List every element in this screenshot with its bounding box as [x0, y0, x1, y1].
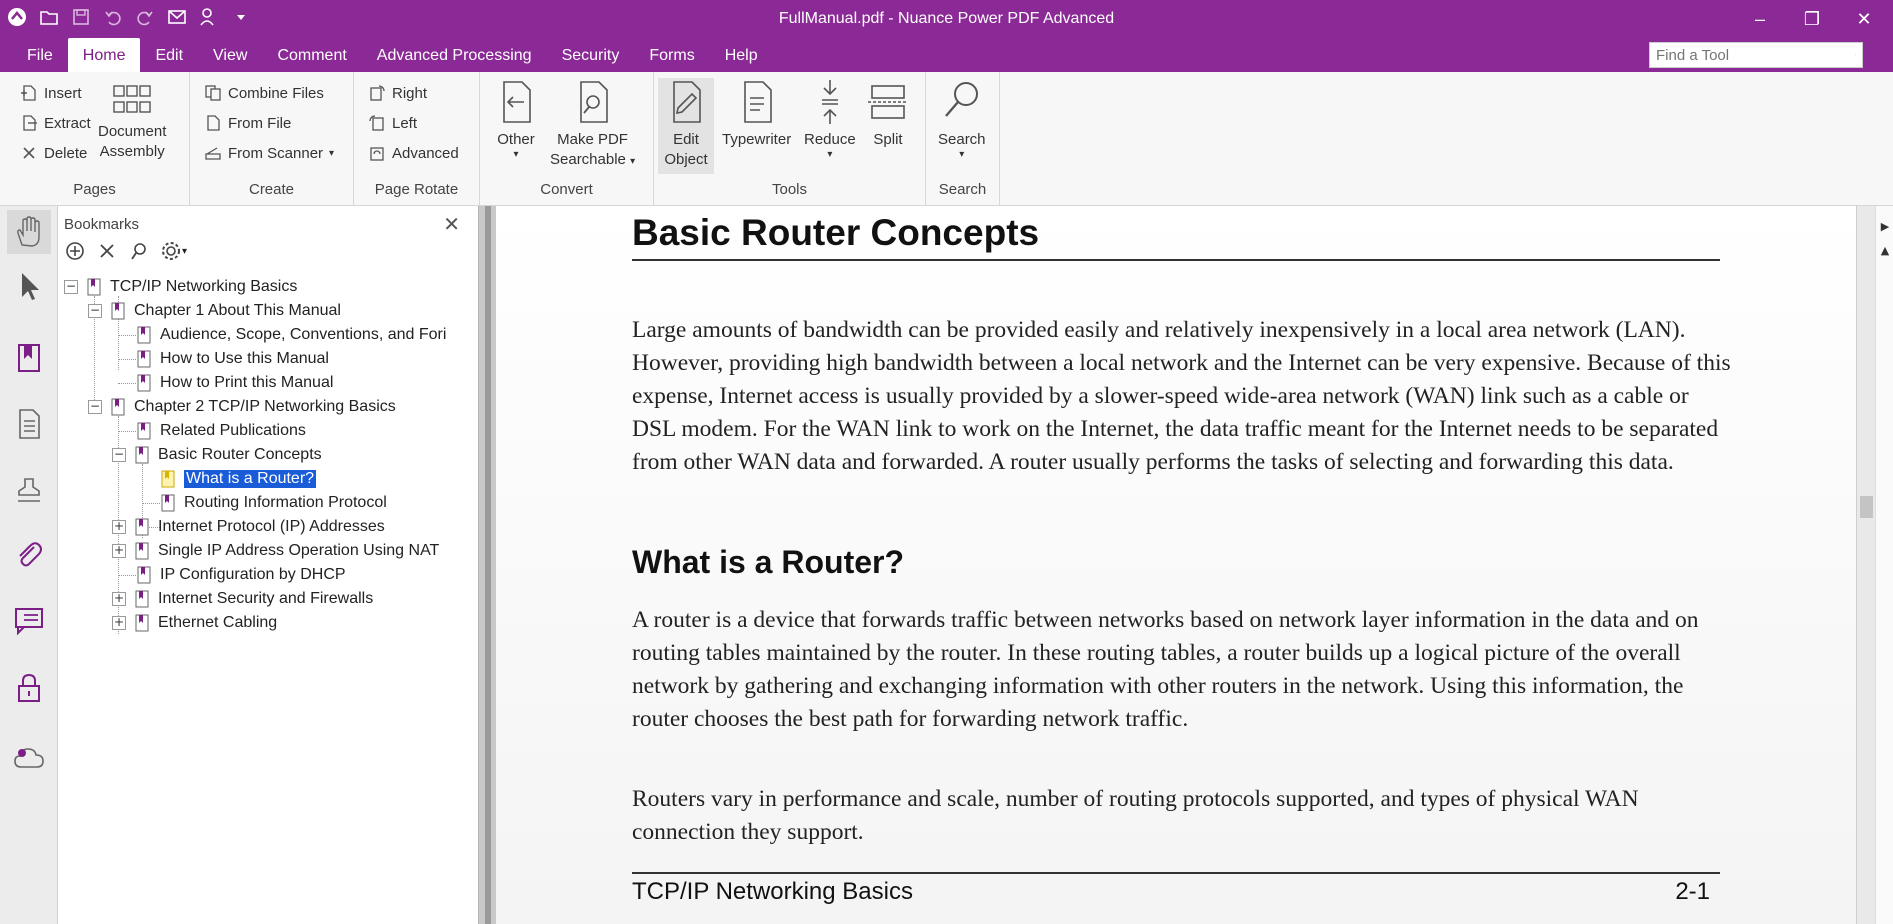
make-pdf-searchable-button[interactable] — [550, 78, 635, 172]
tab-home[interactable]: Home — [68, 38, 141, 72]
chevron-down-icon: ▾ — [959, 149, 965, 160]
vertical-scrollbar[interactable] — [1856, 206, 1875, 924]
extract-page-icon — [20, 114, 38, 132]
gear-icon[interactable] — [160, 240, 182, 262]
create-group-label: Create — [248, 181, 295, 198]
security-panel-icon[interactable] — [7, 666, 51, 710]
combine-files-label: Combine Files — [228, 84, 324, 102]
split-icon — [866, 78, 910, 126]
tab-view[interactable]: View — [213, 47, 248, 64]
bookmark-item[interactable]: − Chapter 1 About This Manual — [89, 302, 341, 319]
pages-panel-icon[interactable] — [7, 402, 51, 446]
pdf-page — [496, 206, 1856, 924]
tab-edit[interactable]: Edit — [155, 47, 184, 64]
collapse-icon[interactable]: − — [113, 447, 125, 461]
chevron-down-icon: ▾ — [329, 147, 335, 159]
section-heading: Basic Router Concepts — [632, 212, 1040, 253]
bookmark-item[interactable]: Routing Information Protocol — [160, 490, 387, 516]
add-bookmark-icon[interactable] — [64, 240, 86, 262]
make-pdf-label-1: Make PDF — [557, 131, 628, 148]
combine-files-button[interactable] — [204, 80, 324, 106]
combine-files-icon — [204, 84, 222, 102]
chevron-down-icon: ▾ — [827, 149, 833, 160]
ribbon-group-tools — [654, 72, 926, 206]
insert-page-icon — [20, 84, 38, 102]
ribbon-group-pages — [0, 72, 190, 206]
bookmarks-header: Bookmarks — [64, 216, 140, 233]
bookmark-icon — [160, 494, 176, 512]
document-assembly-button[interactable] — [98, 78, 166, 162]
rotate-advanced-label: Advanced — [392, 144, 459, 162]
chevron-down-icon: ▾ — [513, 149, 519, 160]
body-paragraph: Routers vary in performance and scale, number of routing protocols supported, and types of physical WAN connection they support. — [632, 786, 1639, 845]
scrollbar-thumb[interactable] — [1860, 496, 1873, 518]
rotate-advanced-button[interactable] — [368, 140, 459, 166]
from-scanner-button[interactable] — [204, 140, 334, 166]
bookmark-icon — [136, 374, 152, 392]
other-label: Other — [497, 131, 535, 148]
expand-icon[interactable]: + — [113, 519, 125, 533]
edit-object-button[interactable] — [658, 78, 714, 174]
bookmark-icon — [134, 590, 150, 608]
make-pdf-label-2: Searchable ▾ — [550, 151, 636, 168]
document-assembly-icon — [110, 78, 154, 126]
bookmark-item-selected[interactable]: What is a Router? — [160, 466, 316, 492]
bookmark-icon — [134, 518, 150, 536]
split-button[interactable] — [866, 78, 910, 150]
subsection-heading: What is a Router? — [632, 544, 905, 580]
bookmark-item[interactable]: − TCP/IP Networking Basics — [65, 278, 298, 295]
bookmark-item[interactable]: How to Use this Manual — [136, 346, 329, 372]
comments-list-icon[interactable] — [7, 598, 51, 642]
rotate-right-icon — [368, 84, 386, 102]
bookmark-item[interactable]: How to Print this Manual — [136, 370, 333, 396]
rotate-left-icon — [368, 114, 386, 132]
panel-splitter[interactable] — [478, 206, 496, 924]
restore-button[interactable]: ❐ — [1803, 8, 1821, 29]
bookmark-item[interactable]: + Internet Protocol (IP) Addresses — [113, 518, 385, 535]
collapse-icon[interactable]: − — [65, 279, 77, 293]
document-assembly-label-1: Document — [98, 123, 167, 140]
reduce-button[interactable] — [804, 78, 856, 160]
tab-advanced-processing[interactable]: Advanced Processing — [376, 47, 532, 64]
body-paragraph: A router is a device that forwards traffic between networks based on network layer information in the data and on routing tables maintained by the router. In these routing tables, a router builds up a logical picture of the overall network by gathering and exchanging information with other routers in the network. Using this information, the router chooses the best path for forwarding network traffic. — [632, 607, 1699, 732]
window-title: FullManual.pdf - Nuance Power PDF Advanced — [778, 10, 1115, 27]
page-footer-title: TCP/IP Networking Basics — [632, 878, 913, 905]
title-bar — [0, 0, 1893, 38]
reduce-icon — [808, 78, 852, 126]
delete-label: Delete — [44, 144, 88, 162]
reduce-label: Reduce — [804, 131, 856, 148]
bookmarks-panel-icon[interactable] — [7, 336, 51, 380]
bookmark-icon — [134, 446, 150, 464]
close-panel-icon[interactable]: ✕ — [443, 214, 460, 236]
delete-button[interactable] — [20, 140, 87, 166]
find-tool-input[interactable] — [1656, 47, 1855, 64]
expand-icon[interactable]: + — [113, 615, 125, 629]
tab-file[interactable]: File — [27, 47, 53, 64]
right-side-bar — [1875, 206, 1893, 924]
bookmark-item[interactable]: + Single IP Address Operation Using NAT — [113, 542, 440, 559]
insert-label: Insert — [44, 84, 82, 102]
rotate-right-button[interactable] — [368, 80, 427, 106]
tab-comment[interactable]: Comment — [277, 47, 347, 64]
body-paragraph: Large amounts of bandwidth can be provided easily and relatively inexpensively in a local area network (LAN). However, providing high bandwidth between a local network and the Internet can be very expensive. Because of this expense, Internet access is usually provided by a slower-speed wide-area network (WAN) link such as a cable or DSL modem. For the WAN link to work on the Internet, the data traffic meant for the Internet needs to be separated from other WAN data and forwarded. A router usually performs the tasks of selecting and forwarding this data. — [632, 317, 1731, 475]
scanner-icon — [204, 144, 222, 162]
delete-icon — [20, 144, 38, 162]
expand-right-panel-icon[interactable]: ▶ — [1880, 220, 1890, 233]
file-icon — [204, 114, 222, 132]
search-icon — [940, 78, 984, 126]
search-label: Search — [938, 131, 986, 148]
page-number: 2-1 — [1675, 878, 1710, 905]
find-bookmark-icon[interactable] — [128, 240, 150, 262]
bookmark-item[interactable]: Audience, Scope, Conventions, and Fori — [136, 322, 446, 348]
scroll-up-icon[interactable]: ▲ — [1880, 244, 1890, 257]
collapse-icon[interactable]: − — [89, 399, 101, 413]
bookmark-icon — [86, 278, 102, 296]
typewriter-label: Typewriter — [722, 131, 792, 148]
edit-object-label-1: Edit — [673, 131, 699, 148]
bookmarks-toolbar — [64, 240, 187, 262]
bookmarks-panel — [58, 206, 478, 924]
extract-label: Extract — [44, 114, 91, 132]
bookmark-icon — [110, 302, 126, 320]
footer-rule — [632, 872, 1720, 874]
extract-button[interactable] — [20, 110, 91, 136]
select-tool-icon[interactable] — [7, 264, 51, 308]
ribbon-group-search — [926, 72, 1000, 206]
rotate-left-button[interactable] — [368, 110, 417, 136]
bookmark-icon — [110, 398, 126, 416]
document-view[interactable] — [496, 206, 1856, 924]
from-scanner-label: From Scanner — [228, 144, 324, 162]
attachments-panel-icon[interactable] — [7, 532, 51, 576]
stamp-panel-icon[interactable] — [7, 468, 51, 512]
minimize-button[interactable]: – — [1754, 8, 1765, 29]
bookmark-item[interactable]: − Chapter 2 TCP/IP Networking Basics — [89, 398, 396, 415]
insert-button[interactable] — [20, 80, 82, 106]
search-icon[interactable] — [1855, 46, 1856, 64]
bookmark-icon — [134, 542, 150, 560]
close-button[interactable]: ✕ — [1856, 8, 1872, 29]
bookmark-item[interactable]: IP Configuration by DHCP — [136, 562, 346, 588]
tab-security[interactable]: Security — [561, 47, 620, 64]
from-file-label: From File — [228, 114, 292, 132]
other-button[interactable] — [494, 78, 538, 160]
search-button[interactable] — [938, 78, 986, 160]
left-tool-rail — [0, 206, 58, 924]
bookmark-icon — [134, 614, 150, 632]
make-searchable-icon — [571, 78, 615, 126]
ribbon-group-create — [190, 72, 354, 206]
menu-bar — [0, 38, 1893, 72]
edit-object-icon — [664, 78, 708, 126]
collapse-icon[interactable]: − — [89, 303, 101, 317]
delete-bookmark-icon[interactable] — [96, 240, 118, 262]
bookmark-icon — [136, 326, 152, 344]
bookmark-icon — [136, 350, 152, 368]
rotate-advanced-icon — [368, 144, 386, 162]
expand-icon[interactable]: + — [113, 591, 125, 605]
bookmark-icon — [160, 470, 176, 488]
rotate-right-label: Right — [392, 84, 428, 102]
bookmark-item[interactable]: Related Publications — [136, 418, 306, 444]
chevron-down-icon[interactable]: ▾ — [182, 245, 188, 257]
find-tool-box — [1649, 42, 1863, 68]
tab-help[interactable]: Help — [724, 47, 758, 64]
cloud-panel-icon[interactable] — [7, 736, 51, 780]
typewriter-button[interactable] — [722, 78, 791, 150]
bookmark-icon — [136, 422, 152, 440]
typewriter-icon — [735, 78, 779, 126]
document-assembly-label-2: Assembly — [99, 143, 165, 160]
convert-group-label: Convert — [540, 181, 593, 198]
bookmark-item[interactable]: − Basic Router Concepts — [113, 446, 322, 463]
edit-object-label-2: Object — [664, 151, 708, 168]
bookmark-item[interactable]: + Ethernet Cabling — [113, 614, 278, 631]
heading-rule — [632, 259, 1720, 261]
page-rotate-group-label: Page Rotate — [374, 181, 459, 198]
pages-group-label: Pages — [73, 181, 116, 198]
split-label: Split — [873, 131, 903, 148]
hand-tool-icon[interactable] — [7, 210, 51, 254]
bookmark-item[interactable]: + Internet Security and Firewalls — [113, 590, 374, 607]
ribbon-group-page-rotate — [354, 72, 480, 206]
search-group-label: Search — [938, 181, 987, 198]
tools-group-label: Tools — [771, 181, 808, 198]
ribbon-group-convert — [480, 72, 654, 206]
ribbon — [0, 72, 1893, 206]
bookmark-icon — [136, 566, 152, 584]
expand-icon[interactable]: + — [113, 543, 125, 557]
tab-forms[interactable]: Forms — [649, 47, 695, 64]
convert-other-icon — [494, 78, 538, 126]
from-file-button[interactable] — [204, 110, 291, 136]
rotate-left-label: Left — [392, 114, 418, 132]
